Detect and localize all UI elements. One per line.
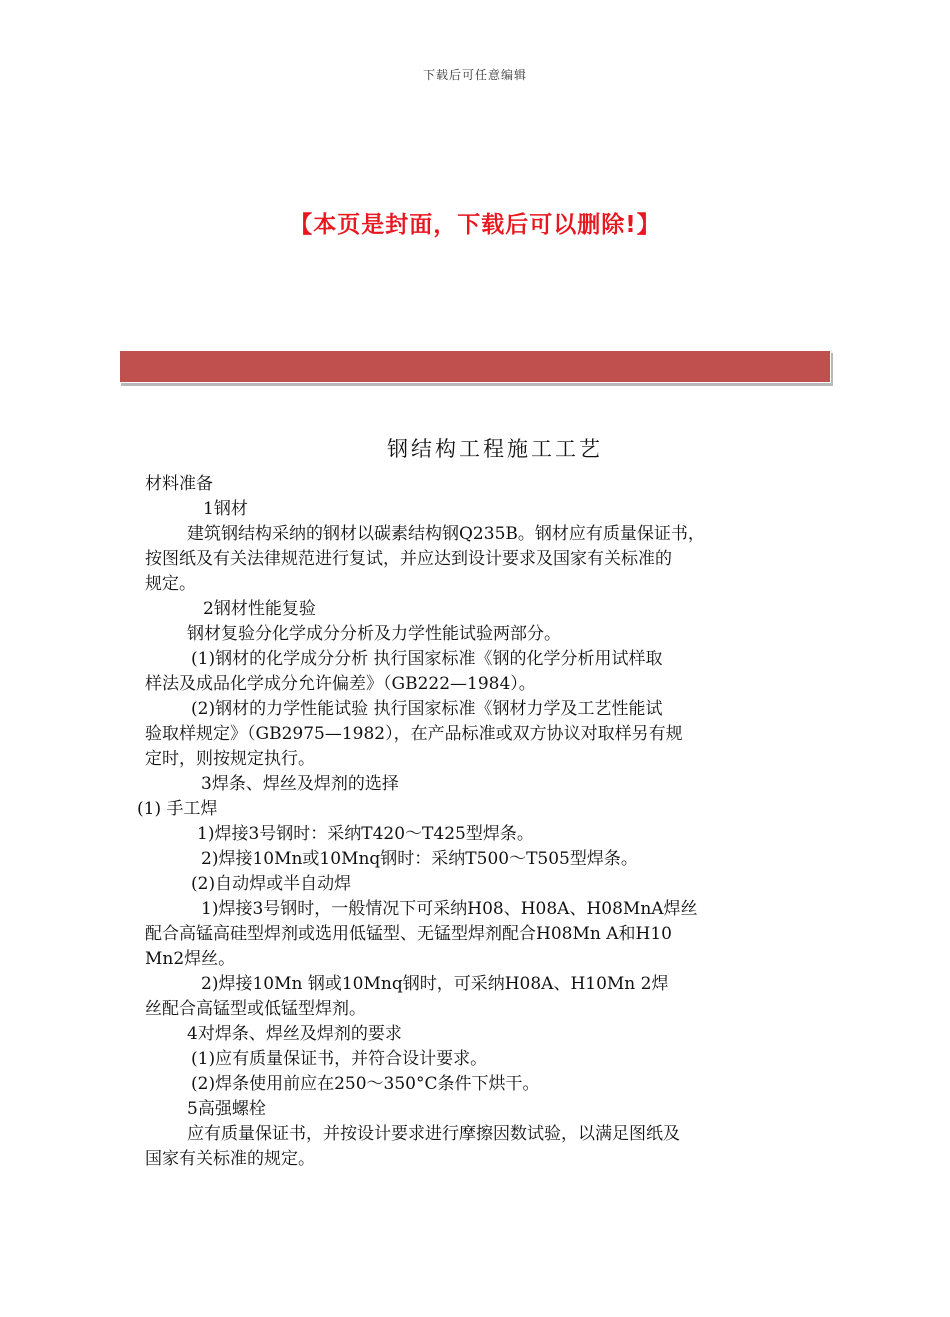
paragraph-line: Mn2焊丝。 bbox=[145, 949, 236, 969]
decorative-banner bbox=[119, 350, 831, 383]
list-heading: (2)自动焊或半自动焊 bbox=[191, 874, 352, 894]
paragraph-line: 应有质量保证书，并按设计要求进行摩擦因数试验，以满足图纸及 bbox=[187, 1124, 680, 1144]
list-item: (2)焊条使用前应在250～350°C条件下烘干。 bbox=[191, 1074, 540, 1094]
subsection-heading: 5高强螺栓 bbox=[187, 1099, 266, 1119]
list-item: 1)焊接3号钢时，一般情况下可采纳H08、H08A、H08MnA焊丝 bbox=[201, 899, 698, 919]
document-title: 钢结构工程施工工艺 bbox=[387, 437, 603, 461]
cover-notice: 【本页是封面，下载后可以删除!】 bbox=[289, 212, 661, 238]
paragraph-line: 按图纸及有关法律规范进行复试，并应达到设计要求及国家有关标准的 bbox=[145, 549, 672, 569]
list-heading: (1) 手工焊 bbox=[137, 799, 218, 819]
list-item: 2)焊接10Mn 钢或10Mnq钢时，可采纳H08A、H10Mn 2焊 bbox=[201, 974, 669, 994]
paragraph-line: (1)钢材的化学成分分析 执行国家标准《钢的化学分析用试样取 bbox=[191, 649, 663, 669]
paragraph-line: 钢材复验分化学成分分析及力学性能试验两部分。 bbox=[187, 624, 561, 644]
list-item: (1)应有质量保证书，并符合设计要求。 bbox=[191, 1049, 488, 1069]
section-heading: 材料准备 bbox=[145, 474, 213, 494]
paragraph-line: 规定。 bbox=[145, 574, 196, 594]
subsection-heading: 3焊条、焊丝及焊剂的选择 bbox=[201, 774, 399, 794]
list-item: 1)焊接3号钢时：采纳T420～T425型焊条。 bbox=[197, 824, 534, 844]
paragraph-line: 丝配合高锰型或低锰型焊剂。 bbox=[145, 999, 366, 1019]
page-header-note: 下载后可任意编辑 bbox=[422, 68, 527, 82]
paragraph-line: 国家有关标准的规定。 bbox=[145, 1149, 315, 1169]
paragraph-line: 定时，则按规定执行。 bbox=[145, 749, 315, 769]
subsection-heading: 1钢材 bbox=[203, 499, 248, 519]
paragraph-line: 配合高锰高硅型焊剂或选用低锰型、无锰型焊剂配合H08Mn A和H10 bbox=[145, 924, 672, 944]
paragraph-line: (2)钢材的力学性能试验 执行国家标准《钢材力学及工艺性能试 bbox=[191, 699, 663, 719]
document-body bbox=[137, 472, 850, 1172]
subsection-heading: 4对焊条、焊丝及焊剂的要求 bbox=[187, 1024, 402, 1044]
list-item: 2)焊接10Mn或10Mnq钢时：采纳T500～T505型焊条。 bbox=[201, 849, 638, 869]
subsection-heading: 2钢材性能复验 bbox=[203, 599, 316, 619]
paragraph-line: 建筑钢结构采纳的钢材以碳素结构钢Q235B。钢材应有质量保证书， bbox=[187, 524, 705, 544]
paragraph-line: 验取样规定》（GB2975—1982），在产品标准或双方协议对取样另有规 bbox=[145, 724, 683, 744]
paragraph-line: 样法及成品化学成分允许偏差》（GB222—1984）。 bbox=[145, 674, 536, 694]
